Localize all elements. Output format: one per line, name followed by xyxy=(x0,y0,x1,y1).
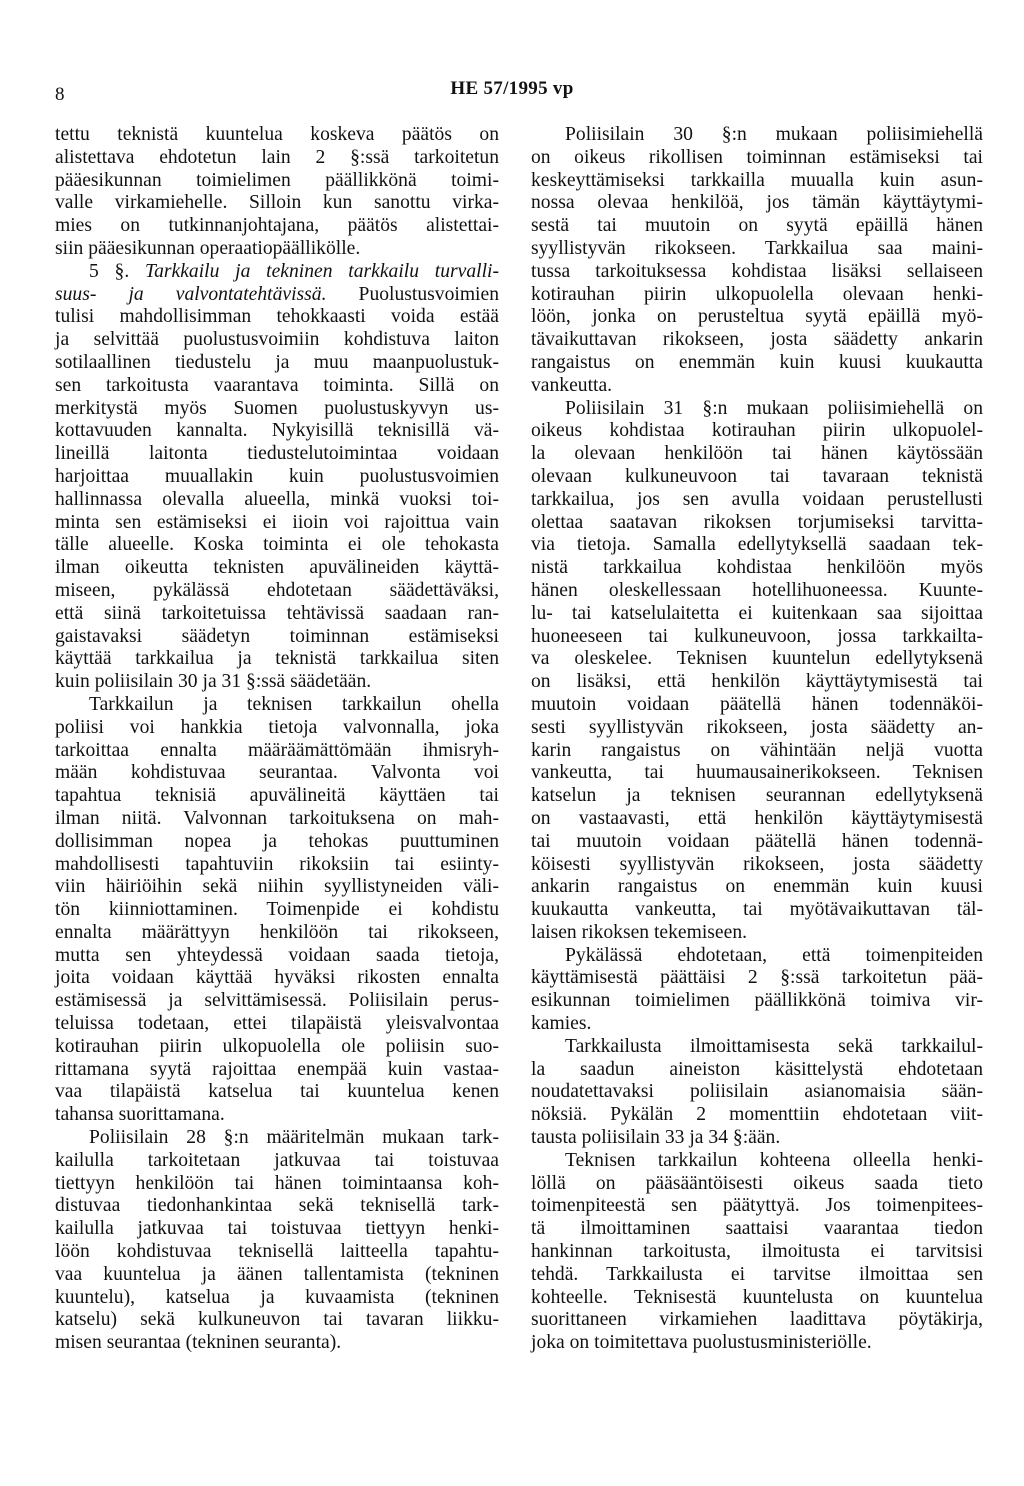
left-column-line: merkitystä myös Suomen puolustuskyvyn us- xyxy=(55,397,499,419)
left-column-line: käyttää tarkkailua ja teknistä tarkkailua siten xyxy=(55,648,499,670)
right-column xyxy=(531,124,983,1355)
left-column-line: sotilaallinen tiedustelu ja muu maanpuolustuk- xyxy=(55,351,499,373)
right-column-line: lu- tai katselulaitetta ei kuitenkaan saa sijoittaa xyxy=(531,602,983,624)
right-column-line: vankeutta, tai huumausainerikokseen. Teknisen xyxy=(531,762,983,784)
left-column-line: joita voidaan käyttää hyväksi rikosten ennalta xyxy=(55,967,499,989)
right-column-line: huoneeseen tai kulkuneuvoon, jossa tarkkailta- xyxy=(531,625,983,647)
left-column-line: estämisessä ja selvittämisessä. Poliisilain perus- xyxy=(55,990,499,1012)
left-column-line: sen tarkoitusta vaarantava toiminta. Sillä on xyxy=(55,374,499,396)
right-column-line: va oleskelee. Teknisen kuuntelun edellytyksenä xyxy=(531,648,983,670)
section-number: 5 §. xyxy=(89,260,146,282)
right-column-line: Teknisen tarkkailun kohteena olleella henki- xyxy=(565,1149,983,1171)
left-column-line: ilman oikeutta teknisten apuvälineiden käyttä- xyxy=(55,557,499,579)
right-column-line: olettaa saatavan rikoksen torjumiseksi tarvitta- xyxy=(531,511,983,533)
right-column-line: via tietoja. Samalla edellytyksellä saadaan tek- xyxy=(531,534,983,556)
right-column-line: on oikeus rikollisen toiminnan estämiseksi tai xyxy=(531,146,983,168)
right-column-line: Poliisilain 30 §:n mukaan poliisimiehellä xyxy=(565,124,983,145)
right-column-line: Poliisilain 31 §:n mukaan poliisimiehellä on xyxy=(565,397,983,419)
right-column-line: syyllistyvän rikokseen. Tarkkailua saa maini- xyxy=(531,237,983,259)
right-column-line: sestä tai muutoin on syytä epäillä hänen xyxy=(531,215,983,237)
left-column-line: tiettyyn henkilöön tai hänen toimintaansa koh- xyxy=(55,1172,499,1194)
left-column-line: tahansa suorittamana. xyxy=(55,1104,225,1126)
right-column-line: löön, jonka on perusteltua syytä epäillä myö- xyxy=(531,306,983,328)
right-column-line: tä ilmoittaminen saattaisi vaarantaa tiedon xyxy=(531,1218,983,1240)
right-column-line: tai muutoin voidaan päätellä hänen todennä- xyxy=(531,830,983,852)
right-column-line: noudatettavaksi poliisilain asianomaisia sään- xyxy=(531,1081,983,1103)
left-column-line: kuin poliisilain 30 ja 31 §:ssä säädetään. xyxy=(55,671,372,693)
left-column-line: tälle alueelle. Koska toiminta ei ole tehokasta xyxy=(55,534,499,556)
right-column-line: katselun ja teknisen seurannan edellytyksenä xyxy=(531,785,983,807)
left-column-line: kailulla tarkoitetaan jatkuvaa tai toistuvaa xyxy=(55,1149,499,1171)
left-column-line: että siinä tarkoitetuissa tehtävissä saadaan ran- xyxy=(55,602,499,624)
left-column-line: vaa tilapäistä katselua tai kuuntelua kenen xyxy=(55,1081,499,1103)
running-head: HE 57/1995 vp xyxy=(450,78,574,99)
right-column-line: tarkkailua, jos sen avulla voidaan perustellusti xyxy=(531,488,983,510)
right-column-line: muutoin voidaan päätellä hänen todennäköi- xyxy=(531,693,983,715)
right-column-line: karin rangaistus on vähintään neljä vuotta xyxy=(531,739,983,761)
right-column-line: tussa tarkoituksessa kohdistaa lisäksi sellaiseen xyxy=(531,260,983,282)
left-column-line: hallinnassa olevalla alueella, minkä vuoksi toi- xyxy=(55,488,499,510)
left-column-line: mahdollisesti tapahtuviin rikoksiin tai esiinty- xyxy=(55,853,499,875)
right-column-line: löllä on pääsääntöisesti oikeus saada tieto xyxy=(531,1172,983,1194)
left-column-line: misen seurantaa (tekninen seuranta). xyxy=(55,1332,342,1354)
left-column-line: mään kohdistuvaa seurantaa. Valvonta voi xyxy=(55,762,499,784)
right-column-line: ankarin rangaistus on enemmän kuin kuusi xyxy=(531,876,983,898)
right-column-line: vankeutta. xyxy=(531,374,613,396)
left-column-line: tettu teknistä kuuntelua koskeva päätös on xyxy=(55,124,499,145)
right-column-line: hänen oleskellessaan hotellihuoneessa. Kuunte- xyxy=(531,579,983,601)
left-column-line: tön kiinniottaminen. Toimenpide ei kohdistu xyxy=(55,899,499,921)
left-column-line: löön kohdistuvaa teknisellä laitteella tapahtu- xyxy=(55,1241,499,1263)
left-column-line: dollisimman nopea ja tehokas puuttuminen xyxy=(55,830,499,852)
left-column-line: distuvaa tiedonhankintaa sekä teknisellä tark- xyxy=(55,1195,499,1217)
right-column-line: toimenpiteestä sen päätyttyä. Jos toimenpitees- xyxy=(531,1195,983,1217)
right-column-line: tausta poliisilain 33 ja 34 §:ään. xyxy=(531,1127,781,1149)
right-column-line: kotirauhan piirin ulkopuolella olevaan henki- xyxy=(531,283,983,305)
page-number: 8 xyxy=(55,84,65,105)
left-column-line: lineillä laitonta tiedustelutoimintaa voidaan xyxy=(55,443,499,465)
section-heading-italic: Tarkkailu ja tekninen tarkkailu turvalli- xyxy=(145,260,499,282)
left-column-line: poliisi voi hankkia tietoja valvonnalla, joka xyxy=(55,716,499,738)
right-column-line: la saadun aineiston käsittelystä ehdotetaan xyxy=(531,1058,983,1080)
left-column-line: harjoittaa muuallakin kuin puolustusvoimien xyxy=(55,465,499,487)
left-column-line: gaistavaksi säädetyn toiminnan estämiseksi xyxy=(55,625,499,647)
right-column-line: nossa olevaa henkilöä, jos tämän käyttäytymi- xyxy=(531,192,983,214)
right-column-line: la olevaan henkilöön tai hänen käytössään xyxy=(531,443,983,465)
left-column-line xyxy=(55,261,499,284)
right-column-line: rangaistus on enemmän kuin kuusi kuukautta xyxy=(531,351,983,373)
left-column-line: tapahtua teknisiä apuvälineitä käyttäen tai xyxy=(55,785,499,807)
left-column-line: vaa kuuntelua ja äänen tallentamista (tekninen xyxy=(55,1263,499,1285)
right-column-line: on vastaavasti, että henkilön käyttäytymisestä xyxy=(531,807,983,829)
left-column-line: teluissa todetaan, ettei tilapäistä yleisvalvontaa xyxy=(55,1013,499,1035)
right-column-line: oikeus kohdistaa kotirauhan piirin ulkopuolel- xyxy=(531,420,983,442)
right-column-line: tävaikuttavan rikokseen, josta säädetty ankarin xyxy=(531,329,983,351)
right-column-line: kamies. xyxy=(531,1013,592,1035)
right-column-line: laisen rikoksen tekemiseen. xyxy=(531,921,748,943)
right-column-line: suorittaneen virkamiehen laadittava pöytäkirja, xyxy=(531,1309,983,1331)
right-column-line: on lisäksi, että henkilön käyttäytymisestä tai xyxy=(531,671,983,693)
right-column-line: esikunnan toimielimen päällikkönä toimiva vir- xyxy=(531,990,983,1012)
right-column-line: nistä tarkkailua kohdistaa henkilöön myös xyxy=(531,557,983,579)
left-column-line: ennalta määrättyyn henkilöön tai rikokseen, xyxy=(55,921,499,943)
right-column-line: olevaan kulkuneuvoon tai tavaraan teknistä xyxy=(531,465,983,487)
left-column-line: kailulla jatkuvaa tai toistuvaa tiettyyn henki- xyxy=(55,1218,499,1240)
left-column-line: ja selvittää puolustusvoimiin kohdistuva laiton xyxy=(55,329,499,351)
right-column-line: Pykälässä ehdotetaan, että toimenpiteiden xyxy=(565,944,983,966)
left-column-line: Poliisilain 28 §:n määritelmän mukaan tark- xyxy=(89,1127,499,1149)
left-column-line: mutta sen yhteydessä voidaan saada tietoja, xyxy=(55,944,499,966)
section-heading-italic: suus- ja valvontatehtävissä. xyxy=(55,283,327,305)
left-column-line: kotirauhan piirin ulkopuolella ole poliisin suo- xyxy=(55,1035,499,1057)
right-column-line: hankinnan tarkoitusta, ilmoitusta ei tarvitsisi xyxy=(531,1241,983,1263)
left-column-line: kuuntelu), katselua ja kuvaamista (tekninen xyxy=(55,1286,499,1308)
right-column-line: käyttämisestä päättäisi 2 §:ssä tarkoitetun pää- xyxy=(531,967,983,989)
right-column-line: Tarkkailusta ilmoittamisesta sekä tarkkailul- xyxy=(565,1035,983,1057)
left-column-line: pääesikunnan toimielimen päällikkönä toimi- xyxy=(55,169,499,191)
left-column-line: ilman niitä. Valvonnan tarkoituksena on mah- xyxy=(55,807,499,829)
left-column-line: katselu) sekä kulkuneuvon tai tavaran liikku- xyxy=(55,1309,499,1331)
left-column-line xyxy=(55,284,499,307)
left-column-line: alistettava ehdotetun lain 2 §:ssä tarkoitetun xyxy=(55,146,499,168)
right-column-line: keskeyttämiseksi tarkkailla muualla kuin asun- xyxy=(531,169,983,191)
left-column-line: viin häiriöihin sekä niihin syyllistyneiden väli- xyxy=(55,876,499,898)
left-column-line: kottavuuden kannalta. Nykyisillä teknisillä vä- xyxy=(55,420,499,442)
left-column xyxy=(55,124,499,1355)
left-column-line: miseen, pykälässä ehdotetaan säädettäväksi, xyxy=(55,579,499,601)
left-column-line: valle virkamiehelle. Silloin kun sanottu virka- xyxy=(55,192,499,214)
right-column-line: nöksiä. Pykälän 2 momenttiin ehdotetaan viit- xyxy=(531,1104,983,1126)
right-column-line: tehdä. Tarkkailusta ei tarvitse ilmoittaa sen xyxy=(531,1263,983,1285)
line-text: Puolustusvoimien xyxy=(326,283,499,305)
left-column-line: mies on tutkinnanjohtajana, päätös alistettai- xyxy=(55,215,499,237)
right-column-line: sesti syyllistyvän rikokseen, josta säädetty an- xyxy=(531,716,983,738)
left-column-line: tarkoittaa ennalta määräämättömään ihmisryh- xyxy=(55,739,499,761)
left-column-line: siin pääesikunnan operaatiopäällikölle. xyxy=(55,237,361,259)
left-column-line: Tarkkailun ja teknisen tarkkailun ohella xyxy=(89,693,499,715)
right-column-line: köisesti syyllistyvän rikokseen, josta säädetty xyxy=(531,853,983,875)
left-column-line: minta sen estämiseksi ei iioin voi rajoittua vain xyxy=(55,511,499,533)
left-column-line: rittamana syytä rajoittaa enempää kuin vastaa- xyxy=(55,1058,499,1080)
right-column-line: kohteelle. Teknisestä kuuntelusta on kuuntelua xyxy=(531,1286,983,1308)
right-column-line: kuukautta vankeutta, tai myötävaikuttavan täl- xyxy=(531,899,983,921)
left-column-line: tulisi mahdollisimman tehokkaasti voida estää xyxy=(55,306,499,328)
right-column-line: joka on toimitettava puolustusministeriölle. xyxy=(531,1332,872,1354)
